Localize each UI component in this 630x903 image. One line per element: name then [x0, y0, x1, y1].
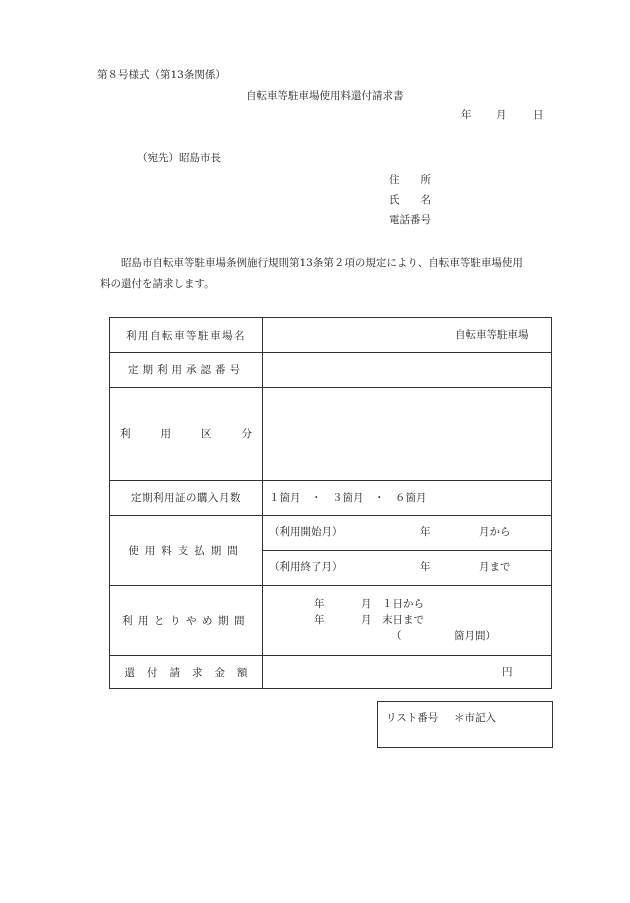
refund-unit: 円 [502, 666, 513, 678]
list-number-box [377, 701, 553, 748]
start-month: 月から [479, 526, 511, 538]
cancel-period-label [110, 585, 262, 655]
purchase-months-label [110, 480, 262, 515]
cancel-period-label-text: 利用とりやめ期間 [122, 614, 250, 627]
payment-period-label [110, 515, 262, 585]
table-rule [262, 550, 551, 551]
cancel-end-year: 年 [314, 614, 325, 626]
request-table [109, 317, 552, 689]
refund-amount-label [110, 655, 262, 689]
approval-number-label-text: 定期利用承認番号 [128, 364, 244, 376]
form-number: 第８号様式（第13条関係） [97, 69, 226, 81]
body-text-line2: 料の還付を請求します。 [100, 278, 215, 290]
list-number-label: リスト番号 [386, 712, 439, 724]
applicant-phone-label: 電話番号 [389, 214, 431, 226]
applicant-name-label: 氏 名 [389, 194, 431, 206]
cancel-start-month: 月 １日から [361, 598, 424, 610]
purchase-months-label-text: 定期利用証の購入月数 [131, 492, 241, 504]
parking-name-label [110, 318, 262, 352]
parking-name-value: 自転車等駐車場 [455, 329, 529, 341]
date-year: 年 [461, 109, 472, 121]
date-day: 日 [533, 109, 544, 121]
start-year: 年 [420, 526, 431, 538]
page-title: 自転車等駐車場使用料還付請求書 [246, 90, 404, 102]
start-month-label: （利用開始月） [269, 526, 343, 538]
end-month-label: （利用終了月） [269, 561, 343, 573]
parking-name-label-text: 利用自転車等駐車場名 [126, 329, 246, 342]
end-year: 年 [420, 561, 431, 573]
addressee: （宛先）昭島市長 [137, 152, 221, 164]
purchase-months-options[interactable]: １箇月 ・ ３箇月 ・ ６箇月 [269, 492, 427, 504]
date-month: 月 [496, 109, 507, 121]
payment-period-label-text: 使用料支払期間 [128, 544, 244, 557]
approval-number-field[interactable] [263, 353, 551, 386]
usage-category-field[interactable] [263, 388, 551, 479]
cancel-start-year: 年 [314, 598, 325, 610]
cancel-end-month: 月 末日まで [361, 614, 424, 626]
end-month: 月まで [479, 561, 511, 573]
refund-amount-label-text: 還付請求金額 [124, 666, 260, 679]
usage-category-label [110, 387, 282, 480]
cancel-months: （ 箇月間） [391, 630, 496, 642]
body-text-line1: 昭島市自転車等駐車場条例施行規則第13条第２項の規定により、自転車等駐車場使用 [121, 257, 523, 269]
applicant-address-label: 住 所 [389, 174, 431, 186]
city-use-note: ＊市記入 [454, 712, 496, 724]
approval-number-label [110, 352, 262, 387]
usage-category-label-text: 利用区分 [120, 428, 282, 440]
